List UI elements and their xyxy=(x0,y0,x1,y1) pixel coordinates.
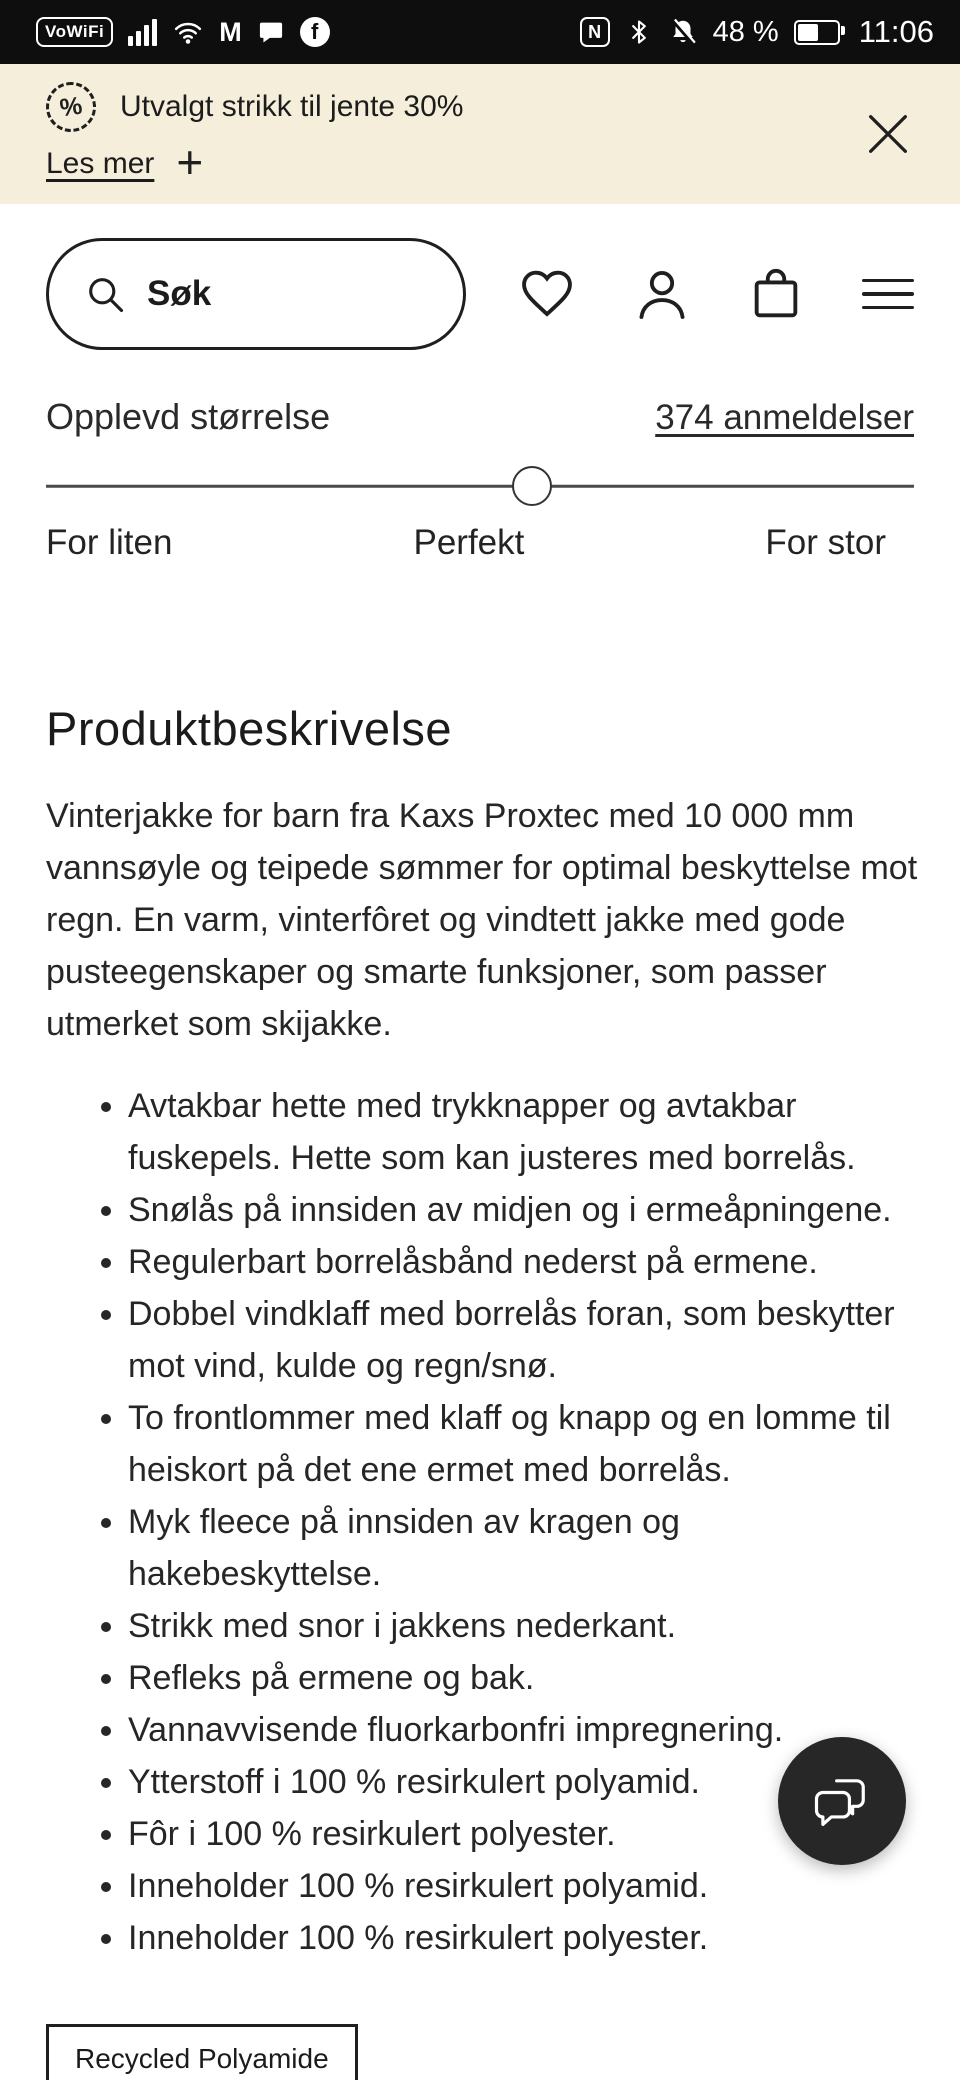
user-icon xyxy=(633,265,691,323)
discount-badge-icon xyxy=(43,79,99,135)
message-bubble-icon xyxy=(257,18,285,46)
battery-percent: 48 % xyxy=(712,15,779,48)
feature-item: • Dobbel vindklaff med borrelås foran, som beskytter mot vind, kulde og regn/snø. xyxy=(128,1288,920,1392)
facebook-icon xyxy=(300,17,330,47)
expand-plus-icon[interactable]: + xyxy=(176,136,204,188)
feature-item: • Snølås på innsiden av midjen og i ermeåpningene. xyxy=(128,1184,920,1236)
section-title: Produktbeskrivelse xyxy=(46,702,453,755)
status-bar-left xyxy=(36,17,330,48)
nfc-letter: N xyxy=(588,21,602,42)
banner-close-button[interactable] xyxy=(860,106,916,162)
vowifi-badge: VoWiFi xyxy=(36,17,113,47)
feature-item: • Inneholder 100 % resirkulert polyamid. xyxy=(128,1860,920,1912)
signal-strength-icon xyxy=(128,18,157,46)
label-too-small: For liten xyxy=(46,523,173,562)
battery-fill xyxy=(798,24,818,41)
feature-item: • Refleks på ermene og bak. xyxy=(128,1652,920,1704)
size-slider xyxy=(46,464,914,508)
slider-handle xyxy=(512,466,552,506)
search-bar[interactable] xyxy=(46,238,466,350)
chat-button[interactable] xyxy=(778,1737,906,1865)
favorites-button[interactable] xyxy=(518,265,576,323)
bluetooth-icon xyxy=(625,18,653,46)
search-placeholder: Søk xyxy=(147,274,212,313)
gmail-icon: M xyxy=(219,16,242,47)
status-bar-right xyxy=(580,14,934,50)
status-bar xyxy=(0,0,960,64)
feature-item: • Fôr i 100 % resirkulert polyester. xyxy=(128,1808,920,1860)
material-badge[interactable]: Recycled Polyamide xyxy=(46,2024,358,2080)
search-icon xyxy=(83,272,127,316)
size-labels xyxy=(46,522,914,564)
promo-banner xyxy=(0,64,960,204)
heart-icon xyxy=(518,265,576,323)
feature-item: • To frontlommer med klaff og knapp og en lomme til heiskort på det ene ermet med borrelås. xyxy=(128,1392,920,1496)
clock: 11:06 xyxy=(858,14,934,49)
feature-item: • Regulerbart borrelåsbånd nederst på ermene. xyxy=(128,1236,920,1288)
feature-item: • Vannavvisende fluorkarbonfri impregnering. xyxy=(128,1704,920,1756)
cart-button[interactable] xyxy=(747,265,805,323)
battery-icon xyxy=(794,20,840,45)
size-review-header xyxy=(46,396,914,438)
feature-item: • Strikk med snor i jakkens nederkant. xyxy=(128,1600,920,1652)
header-icons xyxy=(466,265,914,323)
facebook-letter: f xyxy=(311,19,319,44)
feature-item: • Ytterstoff i 100 % resirkulert polyamid. xyxy=(128,1756,920,1808)
close-icon xyxy=(862,108,914,160)
slider-track xyxy=(46,485,914,488)
label-perfect: Perfekt xyxy=(413,523,525,562)
promo-row xyxy=(46,82,914,132)
notifications-muted-icon xyxy=(668,17,698,47)
menu-button[interactable] xyxy=(862,279,914,310)
percent-symbol: % xyxy=(57,91,84,122)
shopping-bag-icon xyxy=(747,265,805,323)
promo-link-row xyxy=(46,136,914,188)
feature-item: • Avtakbar hette med trykknapper og avtakbar fuskepels. Hette som kan justeres med borrelås. xyxy=(128,1080,920,1184)
feature-item: • Myk fleece på innsiden av kragen og hakebeskyttelse. xyxy=(128,1496,920,1600)
hamburger-icon xyxy=(862,279,914,310)
product-description-text: Vinterjakke for barn fra Kaxs Proxtec med 10 000 mm vannsøyle og teipede sømmer for optimal beskyttelse mot regn. En varm, vinterfôret og vindtett jakke med gode pusteegenskaper og smarte funksjoner, som passer utmerket som skijakke. xyxy=(46,797,918,1043)
label-too-big: For stor xyxy=(765,523,886,562)
les-mer-link[interactable]: Les mer xyxy=(46,147,155,180)
nfc-icon xyxy=(580,17,610,47)
site-header xyxy=(0,204,960,350)
account-button[interactable] xyxy=(633,265,691,323)
promo-message: Utvalgt strikk til jente 30% xyxy=(120,90,464,123)
reviews-link[interactable]: 374 anmeldelser xyxy=(655,398,914,437)
chat-bubbles-icon xyxy=(808,1767,876,1835)
wifi-icon xyxy=(172,17,204,47)
size-section-title: Opplevd størrelse xyxy=(46,396,331,437)
feature-item: • Inneholder 100 % resirkulert polyester. xyxy=(128,1912,920,1964)
size-review-section xyxy=(0,350,960,564)
